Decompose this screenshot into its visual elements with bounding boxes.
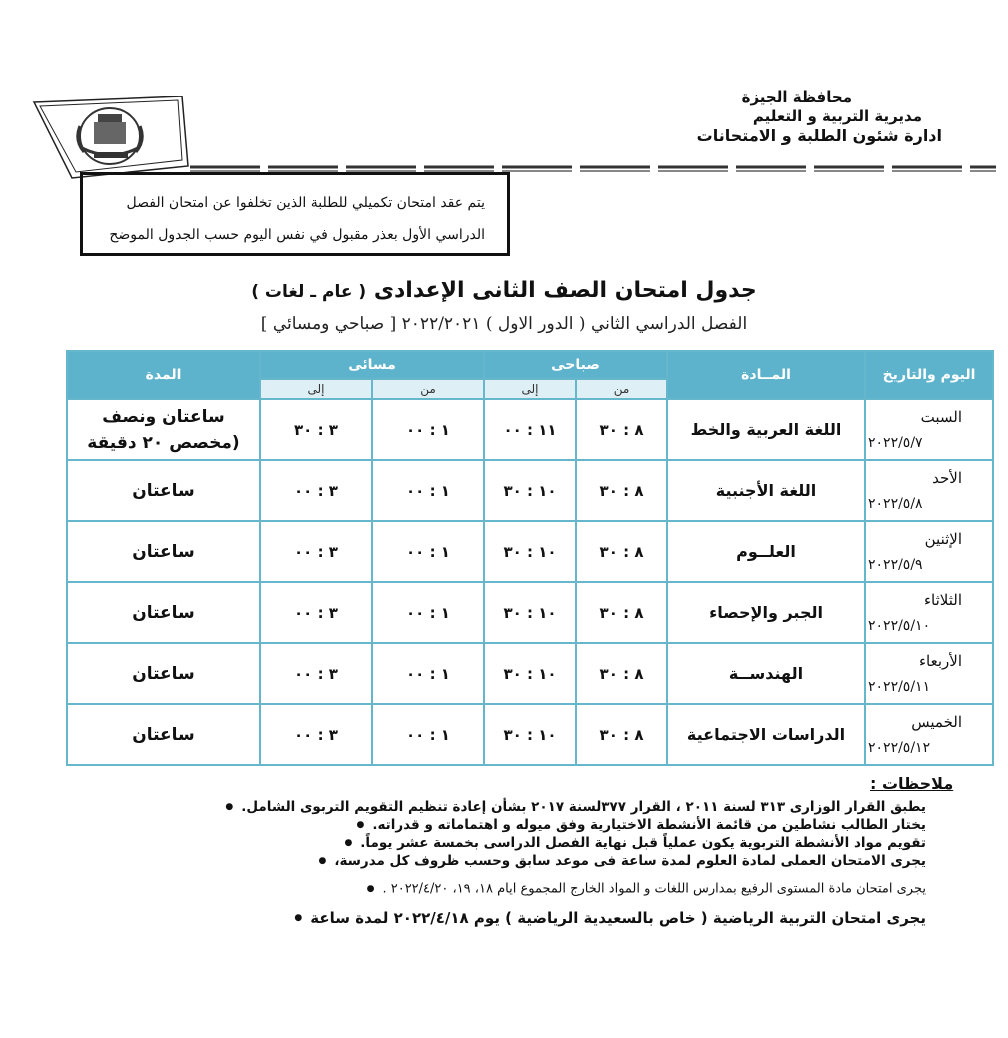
day-date-cell — [865, 582, 993, 643]
governorate-logo — [32, 96, 190, 182]
notice-line-2: الدراسي الأول بعذر مقبول في نفس اليوم حسب الجدول الموضح — [109, 227, 485, 243]
morning-from-cell: ٨ : ٣٠ — [576, 399, 667, 460]
day-date-cell — [865, 643, 993, 704]
exam-date: ٢٠٢٢/٥/١٢ — [868, 739, 931, 756]
title-type: ( عام ـ لغات ) — [251, 282, 367, 302]
evening-to-cell: ٣ : ٠٠ — [260, 582, 372, 643]
list-item: يختار الطالب نشاطين من قائمة الأنشطة الاختيارية وفق ميوله و اهتماماته و قدراته. ● — [225, 816, 926, 834]
header-evening-from: من — [372, 379, 484, 399]
morning-to-cell: ١٠ : ٣٠ — [484, 582, 576, 643]
evening-to-cell: ٣ : ٠٠ — [260, 704, 372, 765]
day-name: الأربعاء — [919, 651, 963, 670]
day-date-cell — [865, 460, 993, 521]
morning-from-cell: ٨ : ٣٠ — [576, 582, 667, 643]
page-title — [0, 278, 1008, 303]
subject-cell: الهندســة — [667, 643, 865, 704]
duration-value: ساعتان ونصف — [102, 406, 225, 427]
morning-to-cell: ١٠ : ٣٠ — [484, 521, 576, 582]
morning-from-cell: ٨ : ٣٠ — [576, 460, 667, 521]
morning-to-cell: ١٠ : ٣٠ — [484, 460, 576, 521]
exam-date: ٢٠٢٢/٥/٧ — [868, 434, 923, 451]
governorate-name: محافظة الجيزة — [741, 88, 852, 106]
table-row — [67, 460, 993, 521]
subject-cell: اللغة الأجنبية — [667, 460, 865, 521]
header-morning: صباحى — [484, 351, 667, 379]
makeup-exam-notice — [80, 172, 510, 256]
header-evening-to: إلى — [260, 379, 372, 399]
notice-line-1: يتم عقد امتحان تكميلي للطلبة الذين تخلفوا عن امتحان الفصل — [126, 195, 485, 211]
header-duration: المدة — [67, 351, 260, 399]
exam-schedule-table — [66, 350, 994, 766]
subject-cell: الجبر والإحصاء — [667, 582, 865, 643]
list-item: يطبق القرار الوزارى ٣١٣ لسنة ٢٠١١ ، القرار ٣٧٧لسنة ٢٠١٧ بشأن إعادة تنظيم التقويم التربوى الشامل. ● — [225, 798, 926, 816]
exam-date: ٢٠٢٢/٥/١١ — [868, 678, 931, 695]
morning-to-cell: ١٠ : ٣٠ — [484, 704, 576, 765]
morning-from-cell: ٨ : ٣٠ — [576, 643, 667, 704]
duration-cell: ساعتان — [67, 582, 260, 643]
duration-cell: ساعتان — [67, 460, 260, 521]
day-date-cell — [865, 521, 993, 582]
morning-from-cell: ٨ : ٣٠ — [576, 704, 667, 765]
subject-cell: العلــوم — [667, 521, 865, 582]
header-divider — [190, 158, 996, 166]
evening-to-cell: ٣ : ٣٠ — [260, 399, 372, 460]
ministry-header — [697, 88, 942, 145]
header-evening: مسائى — [260, 351, 484, 379]
directorate-name: مديرية التربية و التعليم — [752, 107, 922, 125]
morning-from-cell: ٨ : ٣٠ — [576, 521, 667, 582]
exam-date: ٢٠٢٢/٥/٨ — [868, 495, 923, 512]
table-row — [67, 399, 993, 460]
subject-cell: الدراسات الاجتماعية — [667, 704, 865, 765]
header-subject: المــادة — [667, 351, 865, 399]
duration-cell — [67, 399, 260, 460]
table-row — [67, 521, 993, 582]
evening-to-cell: ٣ : ٠٠ — [260, 460, 372, 521]
duration-cell: ساعتان — [67, 704, 260, 765]
notes-heading: ملاحظات : — [870, 774, 954, 793]
evening-from-cell: ١ : ٠٠ — [372, 460, 484, 521]
evening-from-cell: ١ : ٠٠ — [372, 643, 484, 704]
list-item: يجرى الامتحان العملى لمادة العلوم لمدة ساعة فى موعد سابق وحسب ظروف كل مدرسة، ● — [225, 852, 926, 870]
evening-from-cell: ١ : ٠٠ — [372, 582, 484, 643]
evening-from-cell: ١ : ٠٠ — [372, 399, 484, 460]
list-item: يجرى امتحان مادة المستوى الرفيع بمدارس اللغات و المواد الخارج المجموع ايام ١٨، ١٩، ٢٠٢٢/٤/٢٠ . ● — [225, 880, 926, 899]
header-morning-from: من — [576, 379, 667, 399]
duration-cell: ساعتان — [67, 521, 260, 582]
subject-cell: اللغة العربية والخط — [667, 399, 865, 460]
day-name: الإثنين — [924, 529, 963, 548]
list-item: يجرى امتحان التربية الرياضية ( خاص بالسعيدية الرياضية ) يوم ٢٠٢٢/٤/١٨ لمدة ساعة ● — [225, 909, 926, 928]
page-subtitle: الفصل الدراسي الثاني ( الدور الاول ) ٢٠٢٢/٢٠٢١ [ صباحي ومسائي ] — [260, 314, 748, 334]
list-item: تقويم مواد الأنشطة التربوية يكون عملياً قبل نهاية الفصل الدراسى بخمسة عشر يوماً. ● — [225, 834, 926, 852]
morning-to-cell: ١٠ : ٣٠ — [484, 643, 576, 704]
exam-date: ٢٠٢٢/٥/١٠ — [868, 617, 931, 634]
day-name: السبت — [920, 407, 963, 426]
duration-cell: ساعتان — [67, 643, 260, 704]
table-row — [67, 643, 993, 704]
exam-date: ٢٠٢٢/٥/٩ — [868, 556, 923, 573]
header-day-date: اليوم والتاريخ — [865, 351, 993, 399]
day-date-cell — [865, 399, 993, 460]
evening-from-cell: ١ : ٠٠ — [372, 521, 484, 582]
day-name: الثلاثاء — [924, 590, 963, 609]
duration-note: (مخصص ٢٠ دقيقة — [87, 432, 240, 453]
table-row — [67, 582, 993, 643]
evening-to-cell: ٣ : ٠٠ — [260, 521, 372, 582]
header-morning-to: إلى — [484, 379, 576, 399]
day-name: الخميس — [911, 712, 963, 731]
title-main: جدول امتحان الصف الثانى الإعدادى — [373, 278, 757, 303]
table-row — [67, 704, 993, 765]
evening-to-cell: ٣ : ٠٠ — [260, 643, 372, 704]
evening-from-cell: ١ : ٠٠ — [372, 704, 484, 765]
day-date-cell — [865, 704, 993, 765]
day-name: الأحد — [932, 468, 963, 487]
notes-list — [225, 798, 926, 927]
department-name: ادارة شئون الطلبة و الامتحانات — [696, 126, 942, 145]
morning-to-cell: ١١ : ٠٠ — [484, 399, 576, 460]
